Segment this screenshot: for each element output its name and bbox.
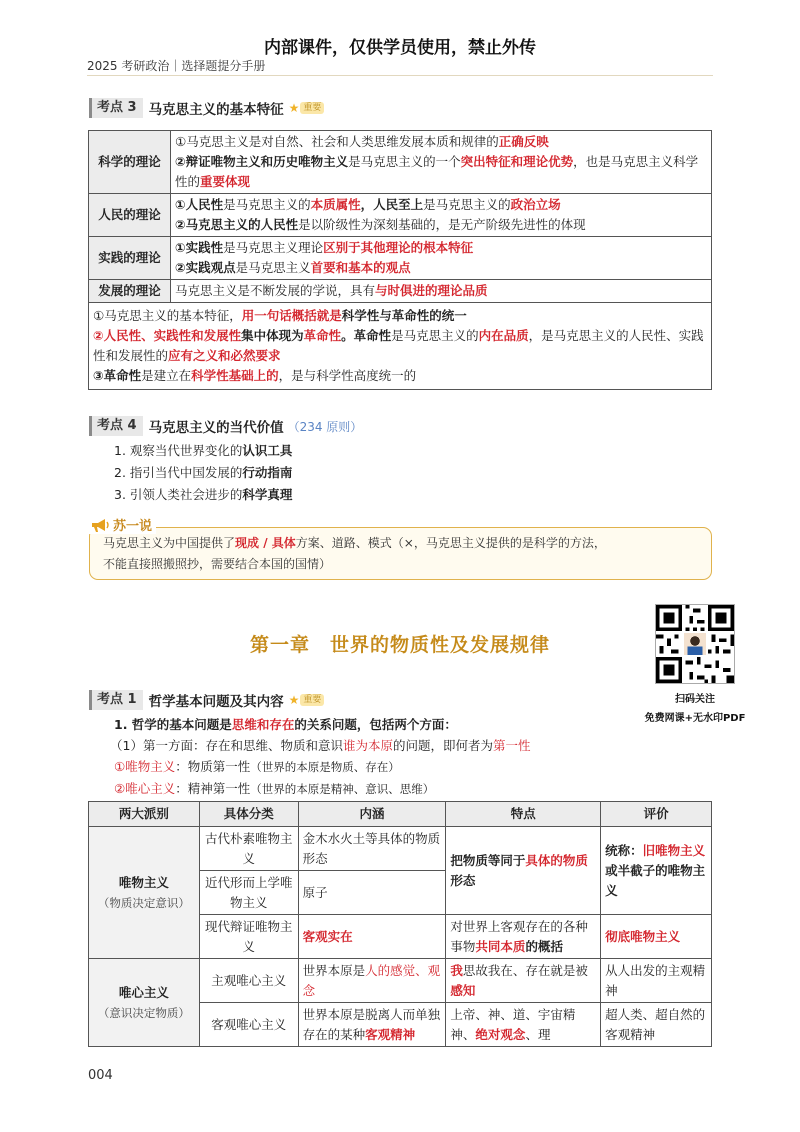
marxism-features-table [88,130,712,390]
column-header: 具体分类 [199,802,298,827]
row-content: ①人民性是马克思主义的本质属性，人民至上是马克思主义的政治立场 ②马克思主义的人民性是以阶级性为深刻基础的，是无产阶级先进性的体现 [171,194,712,237]
paragraph: （1）第一方面：存在和思维、物质和意识谁为本原的问题，即何者为第一性 [110,738,531,753]
column-header: 内涵 [298,802,446,827]
category-cell: 古代朴素唯物主义 [199,827,298,871]
content-cell: 世界本原是脱离人而单独存在的某种客观精神 [298,1003,446,1047]
table-row [89,280,712,303]
summary-row [89,303,712,390]
table-row [89,959,712,1003]
header-divider [87,75,713,76]
kaodian4-mnemonic: （234 原则） [287,419,363,434]
row-label: 人民的理论 [89,194,171,237]
content-cell: 世界本原是人的感觉、观念 [298,959,446,1003]
list-item: 2. 指引当代中国发展的行动指南 [114,465,293,480]
tip-text: 马克思主义为中国提供了现成 / 具体方案、道路、模式（×，马克思主义提供的是科学的方法， 不能直接照搬照抄，需要结合本国的国情） [103,536,606,571]
list-item: 3. 引领人类社会进步的科学真理 [114,487,293,502]
qr-caption-follow: 扫码关注 [675,694,715,705]
row-content: ①实践性是马克思主义理论区别于其他理论的根本特征 ②实践观点是马克思主义首要和基本的观点 [171,237,712,280]
evaluation-cell: 统称：旧唯物主义或半截子的唯物主义 [601,827,712,915]
tip-label: 苏一说 [86,515,156,534]
table-row [89,131,712,194]
feature-cell: 上帝、神、道、宇宙精神、绝对观念、理 [446,1003,601,1047]
kaodian4-title: 马克思主义的当代价值 [148,420,284,436]
summary-content: ①马克思主义的基本特征，用一句话概括就是科学性与革命性的统一 ②人民性、实践性和发展性集中体现为革命性。革命性是马克思主义的内在品质，是马克思主义的人民性、实践性和发展性的应有之义和必然要求 ③革命性是建立在科学性基础上的，是与科学性高度统一的 [89,303,712,390]
category-cell: 客观唯心主义 [199,1003,298,1047]
category-cell: 现代辩证唯物主义 [199,915,298,959]
row-label: 实践的理论 [89,237,171,280]
school-cell: 唯心主义 （意识决定物质） [89,959,200,1047]
column-header: 两大派别 [89,802,200,827]
star-icon: ★ [288,101,300,115]
feature-cell: 我思故我在、存在就是被感知 [446,959,601,1003]
kaodian3-tag: 考点 3 [89,98,143,118]
kaodian4-list [114,440,292,506]
feature-cell: 对世界上客观存在的各种事物共同本质的概括 [446,915,601,959]
paragraph: ①唯物主义：物质第一性（世界的本原是物质、存在） [114,759,400,774]
kaodian1-tag: 考点 1 [89,690,143,710]
category-cell: 主观唯心主义 [199,959,298,1003]
kaodian3-title: 马克思主义的基本特征 [148,102,284,118]
school-cell: 唯物主义 （物质决定意识） [89,827,200,959]
paragraph: 1. 哲学的基本问题是思维和存在的关系问题，包括两个方面： [114,717,457,732]
important-badge: ★ 重要 [289,101,325,115]
list-item: 1. 观察当代世界变化的认识工具 [114,443,293,458]
evaluation-cell: 超人类、超自然的客观精神 [601,1003,712,1047]
column-header: 评价 [601,802,712,827]
table-row [89,237,712,280]
column-header: 特点 [446,802,601,827]
important-badge: ★ 重要 [289,693,325,707]
kaodian3-heading [89,97,324,119]
content-cell: 金木水火土等具体的物质形态 [298,827,446,871]
watermark-notice: 内部课件，仅供学员使用，禁止外传 [264,38,536,58]
category-cell: 近代形而上学唯物主义 [199,871,298,915]
content-cell: 原子 [298,871,446,915]
megaphone-icon [90,517,110,533]
evaluation-cell: 彻底唯物主义 [601,915,712,959]
philosophy-schools-table [88,801,712,1047]
kaodian4-tag: 考点 4 [89,416,143,436]
row-content: 马克思主义是不断发展的学说，具有与时俱进的理论品质 [171,280,712,303]
table-row [89,194,712,237]
paragraph: ②唯心主义：精神第一性（世界的本原是精神、意识、思维） [114,781,435,796]
kaodian1-body [110,714,531,800]
kaodian1-title: 哲学基本问题及其内容 [148,694,284,710]
content-cell: 客观实在 [298,915,446,959]
row-content: ①马克思主义是对自然、社会和人类思维发展本质和规律的正确反映 ②辩证唯物主义和历史唯物主义是马克思主义的一个突出特征和理论优势，也是马克思主义科学性的重要体现 [171,131,712,194]
kaodian4-heading [89,415,362,437]
running-header: 2025 考研政治｜选择题提分手册 [87,59,266,73]
qr-caption-offer: 免费网课+无水印PDF [644,713,746,724]
table-row [89,827,712,871]
row-label: 科学的理论 [89,131,171,194]
page-number: 004 [88,1068,113,1083]
evaluation-cell: 从人出发的主观精神 [601,959,712,1003]
chapter-title: 第一章 世界的物质性及发展规律 [249,634,550,656]
row-label: 发展的理论 [89,280,171,303]
kaodian1-heading [89,689,324,711]
feature-cell: 把物质等同于具体的物质形态 [446,827,601,915]
star-icon: ★ [288,693,300,707]
table-header-row [89,802,712,827]
